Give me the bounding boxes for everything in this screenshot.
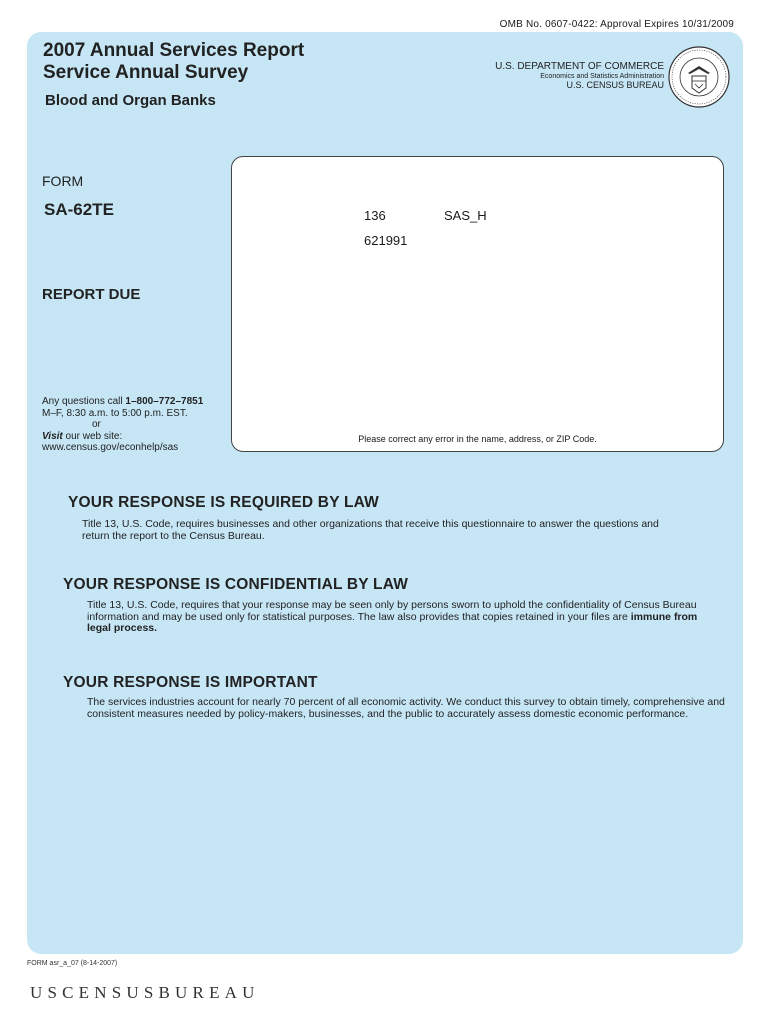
questions-line (42, 396, 203, 408)
naics-code: 621991 (364, 233, 408, 248)
or-text: or (92, 419, 101, 430)
visit-suffix: our web site: (62, 430, 123, 442)
bureau-name: U.S. CENSUS BUREAU (566, 80, 664, 90)
administration-name: Economics and Statistics Administration (540, 73, 664, 80)
form-number: SA-62TE (44, 200, 114, 219)
address-correction-note: Please correct any error in the name, address, or ZIP Code. (358, 434, 597, 444)
survey-title: Service Annual Survey (43, 62, 249, 83)
questions-prefix: Any questions call (42, 396, 126, 407)
confidential-body: Title 13, U.S. Code, requires that your response may be seen only by persons sworn to uphold the confidentiality of Census Bureau information and may be used only for statistical purposes. The law also provides that copies retained in your files are (87, 599, 697, 623)
address-code-1: 136 (364, 208, 386, 223)
phone-number: 1–800–772–7851 (125, 396, 204, 407)
agency-block (495, 61, 664, 90)
census-bureau-wordmark: USCENSUSBUREAU (30, 983, 260, 1002)
visit-label: Visit (42, 430, 63, 442)
omb-approval-notice: OMB No. 0607-0422: Approval Expires 10/31/2009 (499, 19, 734, 30)
contact-info (42, 396, 203, 454)
commerce-seal-icon (668, 46, 730, 108)
website-link[interactable]: www.census.gov/econhelp/sas (42, 442, 179, 453)
report-due-label: REPORT DUE (42, 286, 141, 303)
important-heading: YOUR RESPONSE IS IMPORTANT (63, 674, 318, 691)
form-code: FORM asr_a_07 (8-14-2007) (27, 960, 118, 967)
industry-subtitle: Blood and Organ Banks (45, 92, 216, 109)
address-code-2: SAS_H (444, 208, 487, 223)
department-name: U.S. DEPARTMENT OF COMMERCE (495, 61, 664, 72)
required-by-law-heading: YOUR RESPONSE IS REQUIRED BY LAW (68, 494, 379, 511)
required-by-law-text: Title 13, U.S. Code, requires businesses and other organizations that receive this questionnaire to answer the questions and return the report to the Census Bureau. (82, 518, 659, 542)
confidential-heading: YOUR RESPONSE IS CONFIDENTIAL BY LAW (63, 576, 409, 593)
hours-line: M–F, 8:30 a.m. to 5:00 p.m. EST. (42, 407, 188, 419)
form-label: FORM (42, 173, 84, 189)
immune-emphasis: immune from legal process. (87, 610, 698, 634)
mailing-address-box (231, 156, 724, 452)
report-title: 2007 Annual Services Report (43, 40, 305, 61)
important-text: The services industries account for nearly 70 percent of all economic activity. We conduct this survey to obtain timely, comprehensive and consistent measures needed by policy-makers, businesses, and the public to accurately assess domestic economic performance. (87, 696, 725, 720)
visit-line (42, 431, 203, 443)
confidential-text (87, 600, 723, 635)
